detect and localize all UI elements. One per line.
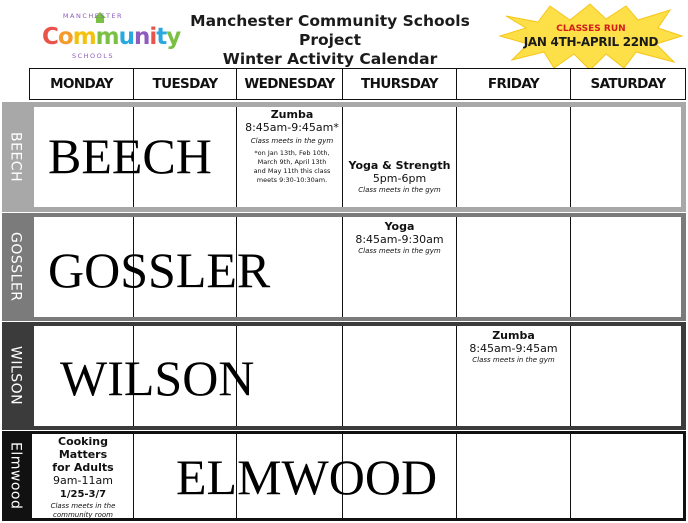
logo-top-text: MANCHESTER <box>62 12 124 20</box>
row-label-beech: BEECH <box>2 102 29 212</box>
dates-banner <box>498 2 684 72</box>
day-header-saturday: SATURDAY <box>570 68 686 100</box>
row-gossler <box>29 213 686 321</box>
row-beech <box>29 102 686 212</box>
day-header-monday: MONDAY <box>29 68 134 100</box>
day-header-thursday: THURSDAY <box>342 68 457 100</box>
row-wilson <box>29 322 686 430</box>
row-label-wilson: WILSON <box>2 322 29 430</box>
banner-line-2: JAN 4TH-APRIL 22ND <box>523 35 659 49</box>
school-name-elmwood: ELMWOOD <box>176 449 438 505</box>
day-header-friday: FRIDAY <box>456 68 571 100</box>
school-name-beech: BEECH <box>48 128 212 184</box>
page-title <box>180 12 480 69</box>
school-name-gossler: GOSSLER <box>48 242 271 298</box>
banner-line-1: CLASSES RUN <box>556 24 626 34</box>
school-name-wilson: WILSON <box>60 350 255 406</box>
beech-thursday-activity: Yoga & Strength 5pm-6pm Class meets in the gym <box>348 159 451 194</box>
logo-bottom-text: SCHOOLS <box>71 52 115 60</box>
title-line-1: Manchester Community Schools Project <box>190 12 470 49</box>
day-header-wednesday: WEDNESDAY <box>236 68 343 100</box>
gossler-thursday-activity: Yoga 8:45am-9:30am Class meets in the gym <box>355 220 444 255</box>
row-elmwood <box>29 431 686 521</box>
row-label-gossler: GOSSLER <box>2 213 29 321</box>
row-label-elmwood: Elmwood <box>2 431 29 521</box>
logo-wordmark: Community <box>42 24 181 50</box>
elmwood-monday-activity: Cooking Matters for Adults 9am-11am 1/25-3/7 Class meets in the community room <box>50 435 116 519</box>
wilson-friday-activity: Zumba 8:45am-9:45am Class meets in the gym <box>469 329 558 364</box>
day-header-tuesday: TUESDAY <box>133 68 237 100</box>
beech-wednesday-activity: Zumba 8:45am-9:45am* Class meets in the gym *on Jan 13th, Feb 10th, March 9th, April 13th and May 11th this class meets 9:30-10:30am. <box>245 108 339 184</box>
community-schools-logo <box>38 8 181 64</box>
title-line-2: Winter Activity Calendar <box>222 50 438 68</box>
